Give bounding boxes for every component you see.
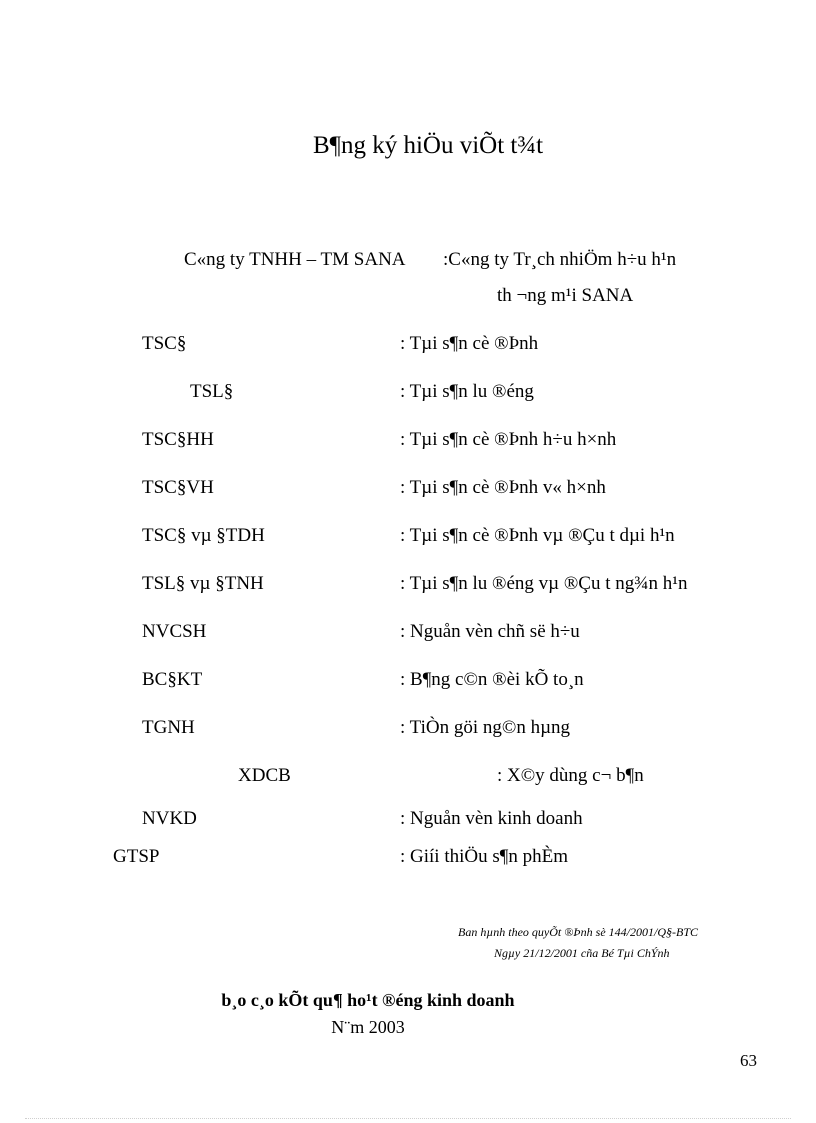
abbr-tsld: TSL§ [190, 381, 234, 402]
def-tscdvh: : Tµi s¶n cè ®Þnh v« h×nh [400, 477, 606, 498]
def-tscdhh: : Tµi s¶n cè ®Þnh h÷u h×nh [400, 429, 617, 450]
def-tgnh: : TiÒn göi ng©n hµng [400, 717, 571, 738]
abbr-tscd: TSC§ [142, 333, 187, 354]
decree-note-line2: Ngµy 21/12/2001 cña Bé Tµi ChÝnh [494, 946, 670, 960]
abbr-xdcb: XDCB [238, 765, 291, 786]
decree-note-line1: Ban hµnh theo quyÕt ®Þnh sè 144/2001/Q§-BTC [458, 925, 699, 939]
abbr-gtsp: GTSP [113, 846, 160, 867]
report-title: b¸o c¸o kÕt qu¶ ho¹t ®éng kinh doanh [221, 990, 515, 1010]
report-year: N¨m 2003 [331, 1017, 405, 1037]
def-tsld: : Tµi s¶n lu ®éng [400, 381, 534, 402]
def-nvkd: : Nguån vèn kinh doanh [400, 808, 583, 829]
page-bottom-divider [25, 1118, 791, 1119]
def-tscd-dtdh: : Tµi s¶n cè ®Þnh vµ ®Çu t dµi h¹n [400, 525, 675, 546]
def-gtsp: : Giíi thiÖu s¶n phÈm [400, 846, 569, 867]
def-tscd: : Tµi s¶n cè ®Þnh [400, 333, 539, 354]
page-title: B¶ng ký hiÖu viÕt t¾t [312, 132, 544, 159]
abbr-nvkd: NVKD [142, 808, 197, 829]
abbr-nvcsh: NVCSH [142, 621, 207, 642]
def-company-line2: th ¬ng m¹i SANA [497, 285, 634, 306]
def-nvcsh: : Nguån vèn chñ së h÷u [400, 621, 580, 642]
abbr-tscdvh: TSC§VH [142, 477, 214, 498]
abbr-tscdhh: TSC§HH [142, 429, 214, 450]
def-bcdkt: : B¶ng c©n ®èi kÕ to¸n [400, 669, 584, 690]
abbr-bcdkt: BC§KT [142, 669, 203, 690]
def-tsld-dtnh: : Tµi s¶n lu ®éng vµ ®Çu t ng¾n h¹n [400, 573, 688, 594]
abbr-tscd-dtdh: TSC§ vµ §TDH [142, 525, 265, 546]
abbr-company: C«ng ty TNHH – TM SANA [184, 249, 406, 270]
abbr-tgnh: TGNH [142, 717, 195, 738]
page-number: 63 [740, 1051, 757, 1070]
def-company-line1: :C«ng ty Tr¸ch nhiÖm h÷u h¹n [443, 249, 677, 270]
def-xdcb: : X©y dùng c¬ b¶n [497, 765, 644, 786]
abbr-tsld-dtnh: TSL§ vµ §TNH [142, 573, 264, 594]
